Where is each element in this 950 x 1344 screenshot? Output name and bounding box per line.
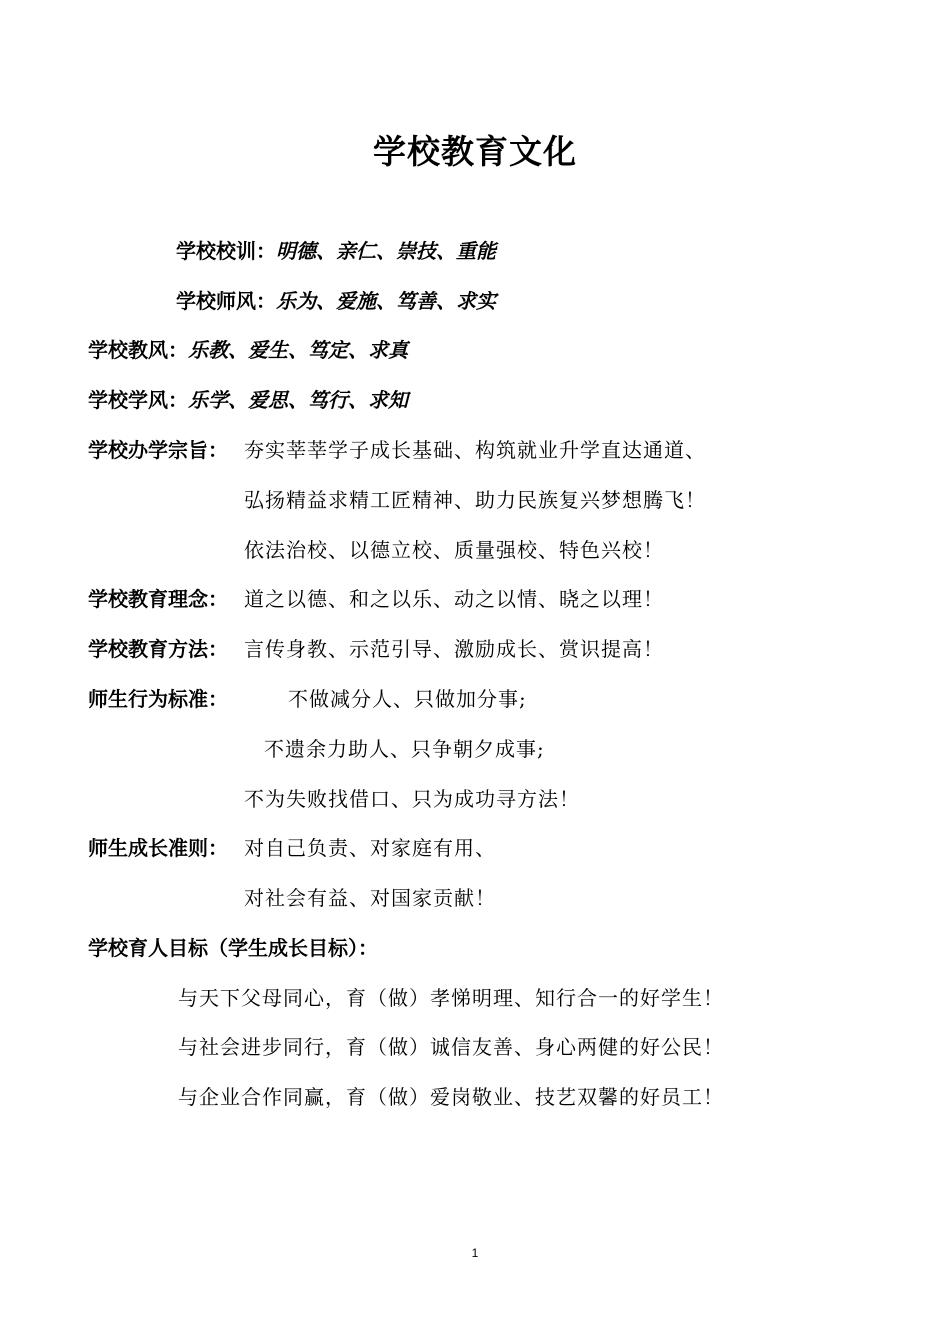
philosophy-value: 道之以德、和之以乐、动之以情、晓之以理！ bbox=[244, 587, 664, 611]
page-number: 1 bbox=[471, 1246, 479, 1260]
study-style-value: 乐学、爱思、笃行、求知 bbox=[188, 388, 408, 412]
teacher-style-row bbox=[176, 286, 496, 316]
purpose-line-2: 弘扬精益求精工匠精神、助力民族复兴梦想腾飞！ bbox=[244, 488, 706, 512]
goals-line-2: 与社会进步同行，育（做）诚信友善、身心两健的好公民！ bbox=[178, 1035, 724, 1059]
goals-line-1: 与天下父母同心，育（做）孝悌明理、知行合一的好学生！ bbox=[178, 986, 724, 1010]
purpose-row bbox=[88, 435, 228, 465]
growth-line-2: 对社会有益、对国家贡献！ bbox=[244, 886, 496, 910]
conduct-line-1: 不做减分人、只做加分事; bbox=[288, 687, 527, 711]
growth-line-1: 对自己负责、对家庭有用、 bbox=[244, 836, 496, 860]
conduct-label: 师生行为标准： bbox=[88, 687, 228, 711]
purpose-label: 学校办学宗旨： bbox=[88, 438, 228, 462]
method-value: 言传身教、示范引导、激励成长、赏识提高！ bbox=[244, 637, 664, 661]
growth-row bbox=[88, 833, 228, 863]
purpose-line-3: 依法治校、以德立校、质量强校、特色兴校！ bbox=[244, 538, 664, 562]
philosophy-row bbox=[88, 584, 228, 614]
philosophy-label: 学校教育理念： bbox=[88, 587, 228, 611]
goals-label: 学校育人目标（学生成长目标）： bbox=[88, 936, 378, 960]
motto-label: 学校校训： bbox=[176, 239, 276, 263]
motto-value: 明德、亲仁、崇技、重能 bbox=[276, 239, 496, 263]
page-title: 学校教育文化 bbox=[373, 132, 577, 171]
teaching-style-value: 乐教、爱生、笃定、求真 bbox=[188, 338, 408, 362]
conduct-row bbox=[88, 684, 228, 714]
goals-line-3: 与企业合作同赢，育（做）爱岗敬业、技艺双馨的好员工！ bbox=[178, 1085, 724, 1109]
conduct-line-3: 不为失败找借口、只为成功寻方法！ bbox=[244, 787, 580, 811]
goals-row bbox=[88, 933, 378, 963]
method-label: 学校教育方法： bbox=[88, 637, 228, 661]
purpose-line-1: 夯实莘莘学子成长基础、构筑就业升学直达通道、 bbox=[244, 438, 706, 462]
teaching-style-label: 学校教风： bbox=[88, 338, 188, 362]
study-style-row bbox=[88, 385, 408, 415]
conduct-line-2: 不遗余力助人、只争朝夕成事; bbox=[264, 737, 545, 761]
teaching-style-row bbox=[88, 335, 408, 365]
growth-label: 师生成长准则： bbox=[88, 836, 228, 860]
teacher-style-value: 乐为、爱施、笃善、求实 bbox=[276, 289, 496, 313]
motto-row bbox=[176, 236, 496, 266]
teacher-style-label: 学校师风： bbox=[176, 289, 276, 313]
study-style-label: 学校学风： bbox=[88, 388, 188, 412]
method-row bbox=[88, 634, 228, 664]
